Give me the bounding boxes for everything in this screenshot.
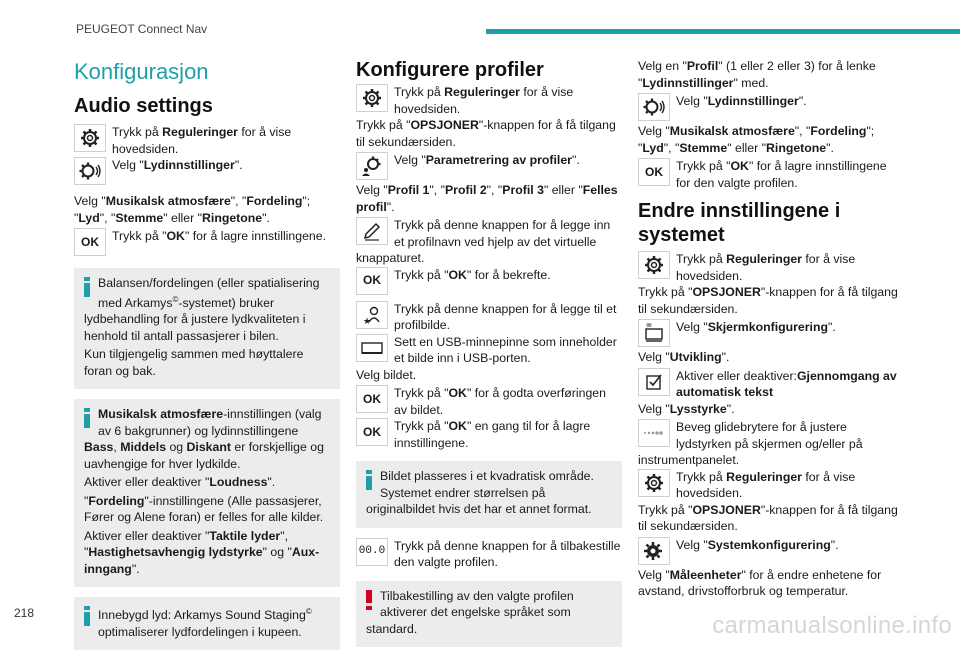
profile-star-icon bbox=[356, 301, 388, 329]
profiles-heading: Konfigurere profiler bbox=[356, 59, 544, 81]
step-sound-settings: Velg "Lydinnstillinger". bbox=[638, 93, 904, 123]
audio-settings-heading: Audio settings bbox=[74, 95, 213, 117]
section-title: Konfigurasjon bbox=[74, 59, 209, 84]
info-box-sound-staging: Innebygd lyd: Arkamys Sound Staging© optimaliserer lydfordelingen i kupeen. bbox=[74, 597, 340, 650]
brightness-icon bbox=[638, 419, 670, 447]
gear-system-icon bbox=[638, 537, 670, 565]
ok-button-icon: OK bbox=[356, 418, 388, 446]
gear-icon bbox=[638, 469, 670, 497]
step-edit-name: Trykk på denne knappen for å legge inn et profilnavn ved hjelp av det virtuelle knappaturet. bbox=[356, 218, 611, 265]
choose-units: Velg "Måleenheter" for å endre enhetene for avstand, drivstofforbruk og temperatur. bbox=[638, 567, 882, 598]
step-open-settings: Trykk på Reguleringer for å vise hovedsiden. bbox=[638, 469, 904, 502]
watermark: carmanualsonline.info bbox=[712, 612, 952, 639]
options-button-text: Trykk på "OPSJONER"-knappen for å få tilgang til sekundærsiden. bbox=[638, 502, 898, 533]
info-icon bbox=[84, 277, 90, 297]
step-save-ok: OK Trykk på "OK" for å lagre innstillingene. bbox=[74, 228, 340, 258]
step-profile-params: Velg "Parametrering av profiler". bbox=[356, 152, 622, 182]
step-screen-config: Velg "Skjermkonfigurering". bbox=[638, 319, 904, 349]
checkbox-icon bbox=[638, 368, 670, 396]
info-icon bbox=[84, 408, 90, 428]
info-icon bbox=[366, 470, 372, 490]
column-2 bbox=[356, 58, 622, 657]
step-open-settings: Trykk på Reguleringer for å vise hovedsiden. bbox=[356, 84, 622, 117]
step-open-settings: Trykk på Reguleringer for å vise hovedsiden. bbox=[74, 124, 340, 157]
step-auto-text: Aktiver eller deaktiver:Gjennomgang av automatisk tekst bbox=[638, 368, 904, 401]
info-box-ambience: Musikalsk atmosfære-innstillingen (valg av 6 bakgrunner) og lydinnstillingene Bass, Middels og Diskant er forskjellige og uavhengige for hver lydkilde. Aktiver eller deaktiver "Loudness". "Fordeling"-innstillingene (Alle passasjerer, Fører og Alene foran) er felles for alle kilder. Aktiver eller deaktiver "Taktile lyder", "Hastighetsavhengig lydstyrke" og "Aux-inngang". bbox=[74, 399, 340, 587]
ok-button-icon: OK bbox=[74, 228, 106, 256]
gear-sound-icon bbox=[74, 157, 106, 185]
info-box-balance: Balansen/fordelingen (eller spatialisering med Arkamys©-systemet) bruker lydbehandling for å justere lydkvaliteten i henhold til antall passasjerer i bilen. Kun tilgjengelig sammen med høyttalere foran og bak. bbox=[74, 268, 340, 389]
gear-icon bbox=[638, 251, 670, 279]
column-3 bbox=[638, 58, 904, 602]
step-brightness-sliders: Beveg glidebrytere for å justere lydstyrken på skjermen og/eller på instrumentpanelet. bbox=[638, 420, 863, 467]
gear-profile-icon bbox=[356, 152, 388, 180]
step-open-settings: Trykk på Reguleringer for å vise hovedsiden. bbox=[638, 251, 904, 284]
info-icon bbox=[84, 606, 90, 626]
reset-icon: 00.0 bbox=[356, 538, 388, 566]
link-profile-text: Velg en "Profil" (1 eller 2 eller 3) for å lenke "Lydinnstillinger" med. bbox=[638, 59, 876, 90]
step-reset-profile: 00.0 Trykk på denne knappen for å tilbakestille den valgte profilen. bbox=[356, 538, 622, 571]
ok-button-icon: OK bbox=[356, 267, 388, 295]
info-box-image: Bildet plasseres i et kvadratisk område. Systemet endrer størrelsen på originalbildet hvis det har et annet format. bbox=[356, 461, 622, 528]
options-button-text: Trykk på "OPSJONER"-knappen for å få tilgang til sekundærsiden. bbox=[356, 118, 616, 149]
pencil-icon bbox=[356, 217, 388, 245]
page-number: 218 bbox=[14, 606, 35, 620]
gear-icon bbox=[356, 84, 388, 112]
choose-development: Velg "Utvikling". bbox=[638, 350, 730, 364]
step-confirm-ok: OK Trykk på "OK" for å bekrefte. bbox=[356, 267, 622, 297]
warning-icon bbox=[366, 590, 372, 610]
header-title: PEUGEOT Connect Nav bbox=[76, 22, 208, 36]
screen-config-icon bbox=[638, 319, 670, 347]
warning-box-reset: Tilbakestilling av den valgte profilen aktiverer det engelske språket som standard. bbox=[356, 581, 622, 648]
usb-icon bbox=[356, 334, 388, 362]
choose-brightness: Velg "Lysstyrke". bbox=[638, 401, 735, 416]
system-settings-heading: Endre innstillingene i systemet bbox=[638, 200, 841, 246]
step-system-config: Velg "Systemkonfigurering". bbox=[638, 537, 904, 567]
choose-image: Velg bildet. bbox=[356, 367, 417, 382]
svg-text:★: ★ bbox=[363, 316, 372, 325]
step-add-photo: ★ Trykk på denne knappen for å legge til et profilbilde. bbox=[356, 301, 622, 334]
step-insert-usb: Sett en USB-minnepinne som inneholder et bilde inn i USB-porten. bbox=[356, 334, 622, 367]
header-accent-bar bbox=[486, 29, 960, 34]
choose-audio-options: Velg "Musikalsk atmosfære", "Fordeling"; "Lyd", "Stemme" eller "Ringetone". bbox=[74, 194, 311, 225]
step-accept-transfer: OK Trykk på "OK" for å godta overføringen av bildet. bbox=[356, 385, 622, 418]
step-save-profile-ok: OK Trykk på "OK" for å lagre innstillingene for den valgte profilen. bbox=[638, 158, 904, 191]
step-sound-settings: Velg "Lydinnstillinger". bbox=[74, 157, 340, 187]
choose-audio-options: Velg "Musikalsk atmosfære", "Fordeling"; "Lyd", "Stemme" eller "Ringetone". bbox=[638, 124, 875, 155]
ok-button-icon: OK bbox=[356, 385, 388, 413]
step-save-ok: OK Trykk på "OK" en gang til for å lagre innstillingene. bbox=[356, 418, 622, 451]
column-1 bbox=[74, 58, 340, 660]
ok-button-icon: OK bbox=[638, 158, 670, 186]
choose-profile: Velg "Profil 1", "Profil 2", "Profil 3" eller "Felles profil". bbox=[356, 183, 618, 214]
gear-icon bbox=[74, 124, 106, 152]
options-button-text: Trykk på "OPSJONER"-knappen for å få tilgang til sekundærsiden. bbox=[638, 285, 898, 316]
gear-sound-icon bbox=[638, 93, 670, 121]
